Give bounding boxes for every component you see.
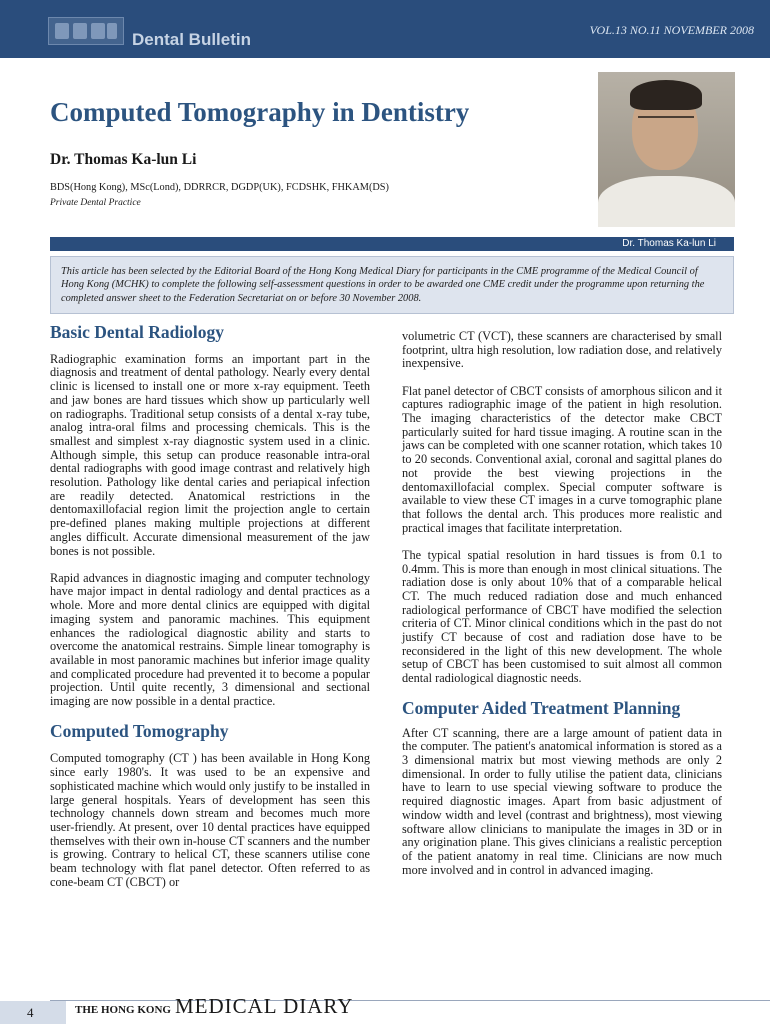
photo-caption-bar [50,237,734,251]
paragraph: Radiographic examination forms an important part in the diagnosis and treatment of dental pathology. Nearly every dental clinic is licensed to install one or more x-ray equipment. Teeth and jaw bones are hard tissues which show up particularly well on radiographs. Traditional setup consists of a dental x-ray tube, analog intra-oral films and processing chemicals. This is the smallest and simplest x-ray diagnostic system used in a clinic. Although simple, this setup can produce reasonable intra-oral dental radiographs with good image contrast and relatively high resolution. Pathology like dental caries and periapical infection are readily detected. Anatomical restrictions in the dentomaxillofacial region limit the projection angle to certain pre-defined planes making multiple projections at different angles difficult. Accurate dimensional measurement of the jaw bones is not possible. [50,351,370,558]
crest-logo [48,17,124,45]
paragraph: Flat panel detector of CBCT consists of amorphous silicon and it captures radiographic image of the patient in high resolution. The imaging characteristics of the detector make CBCT particularly suited for hard tissue imaging. A routine scan in the jaws can be completed with one scanner rotation, which takes 10 to 20 seconds. Conventional axial, coronal and sagittal planes do not provide the best viewing projections in the dentomaxillofacial complex. Special computer software is available to view these CT images in a curve tomographic plane that follows the dental arch. This produces more realistic and practical images that facilitate interpretation. [402,383,722,535]
page-number: 4 [27,1005,34,1020]
author-affiliation: Private Dental Practice [50,198,141,208]
section-heading-computed-tomography: Computed Tomography [50,720,229,741]
paragraph: Rapid advances in diagnostic imaging and computer technology have major impact in dental radiology and dental practices as a whole. More and more dental clinics are equipped with digital imaging system and panoramic machines. This equipment enhances the radiological diagnostic ability and starts to overcome the anatomical restrains. Simple linear tomography is available in most panoramic machines but inferior image quality and complicated procedure had prevented it to become a popular projection. Until quite recently, 3 dimensional and sectional imaging are now possible in a dental practice. [50,570,370,709]
photo-caption: Dr. Thomas Ka-lun Li [622,238,716,249]
brand-main: MEDICAL DIARY [174,994,354,1018]
section-heading-basic-dental-radiology: Basic Dental Radiology [50,322,225,342]
paragraph: Computed tomography (CT ) has been available in Hong Kong since early 1980's. It was used to be an expensive and sophisticated machine which would only justify to be installed in large general hospitals. Years of development has seen this technology channels down stream and becomes much more user-friendly. At present, over 10 dental practices have equipped themselves with their own in-house CT scanners and the number is growing. Contrary to helical CT, these scanners utilise cone beam technology with flat panel detector. Often referred to as cone-beam CT (CBCT) or [50,751,371,889]
right-column [402,330,722,891]
author-name: Dr. Thomas Ka-lun Li [50,151,197,168]
author-photo [598,72,735,227]
paragraph: volumetric CT (VCT), these scanners are characterised by small footprint, ultra high resolution, low radiation dose, and relatively inexpensive. [402,329,722,371]
article-title: Computed Tomography in Dentistry [50,97,470,127]
issue-label: VOL.13 NO.11 NOVEMBER 2008 [589,23,754,37]
paragraph: After CT scanning, there are a large amount of patient data in the computer. The patient's anatomical information is stored as a 3 dimensional matrix but most viewing methods are only 2 dimensional. In order to fully utilise the patient data, clinicians have to learn to use special viewing software to produce the required diagnostic images. Apart from basic adjustment of window width and level (contrast and brightness), most viewing software allow clinicians to manipulate the images in 3D or in any origination plane. This gives clinicians a realistic perception of the patient anatomy in real time. Clinicians are now much more involved and in control in advanced imaging. [402,725,722,877]
footer-brand [75,994,353,1019]
publication-title: Dental Bulletin [132,30,252,49]
brand-prefix: THE HONG KONG [75,1004,171,1016]
author-qualifications: BDS(Hong Kong), MSc(Lond), DDRRCR, DGDP(UK), FCDSHK, FHKAM(DS) [50,182,389,193]
cme-note: This article has been selected by the Editorial Board of the Hong Kong Medical Diary for participants in the CME programme of the Medical Council of Hong Kong (MCHK) to complete the following self-assessment questions in order to be awarded one CME credit under the programme upon returning the completed answer sheet to the Federation Secretariat on or before 30 November 2008. [50,256,734,314]
section-heading-computer-aided-treatment-planning: Computer Aided Treatment Planning [402,697,681,718]
left-column [50,322,371,903]
header-band [0,0,770,58]
paragraph: The typical spatial resolution in hard tissues is from 0.1 to 0.4mm. This is more than enough in most clinical situations. The radiation dose is only about 10% that of a comparable helical CT. The much reduced radiation dose and much enhanced radiological performance of CBCT have modified the selection criteria of CT. Minor clinical conditions which in the past do not justify CT because of cost and radiation dose have to be reconsidered in the light of this new development. The whole setup of CBCT has been customised to suit almost all common dental radiological diagnostic needs. [402,547,722,686]
